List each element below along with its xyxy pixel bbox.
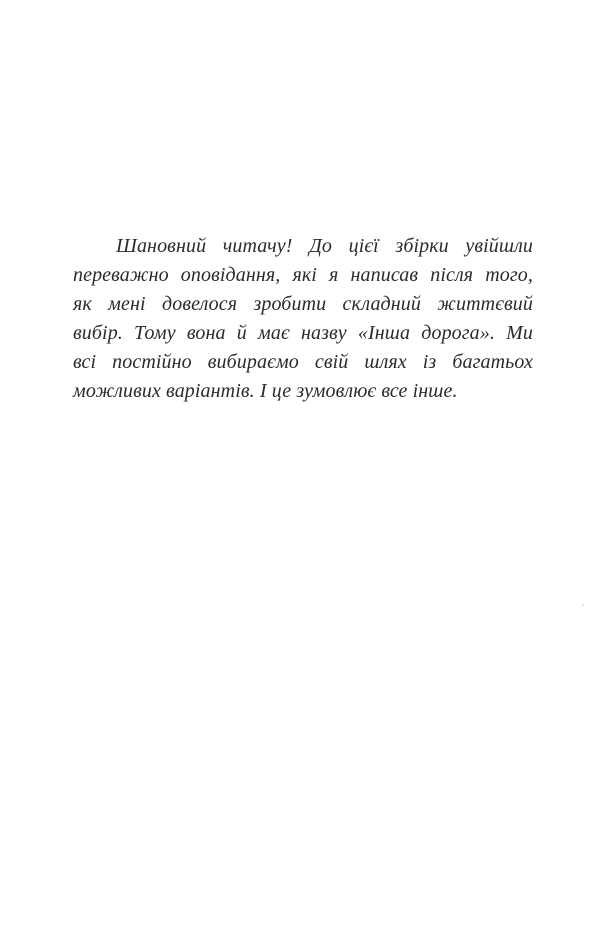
- paper-speck: [582, 604, 584, 606]
- preface-line-6: можливих варіантів. І це зумовлює все інше.: [73, 380, 458, 402]
- preface-line-4: вибір. Тому вона й має назву «Інша дорога». Ми: [73, 322, 533, 344]
- preface-line-2: переважно оповідання, які я написав після того,: [73, 264, 533, 286]
- preface-line-1: Шановний читачу! До цієї збірки увійшли: [116, 235, 533, 257]
- preface-line-5: всі постійно вибираємо свій шлях із багатьох: [73, 351, 533, 373]
- preface-paragraph: [73, 232, 533, 406]
- preface-line-3: як мені довелося зробити складний життєвий: [73, 293, 533, 315]
